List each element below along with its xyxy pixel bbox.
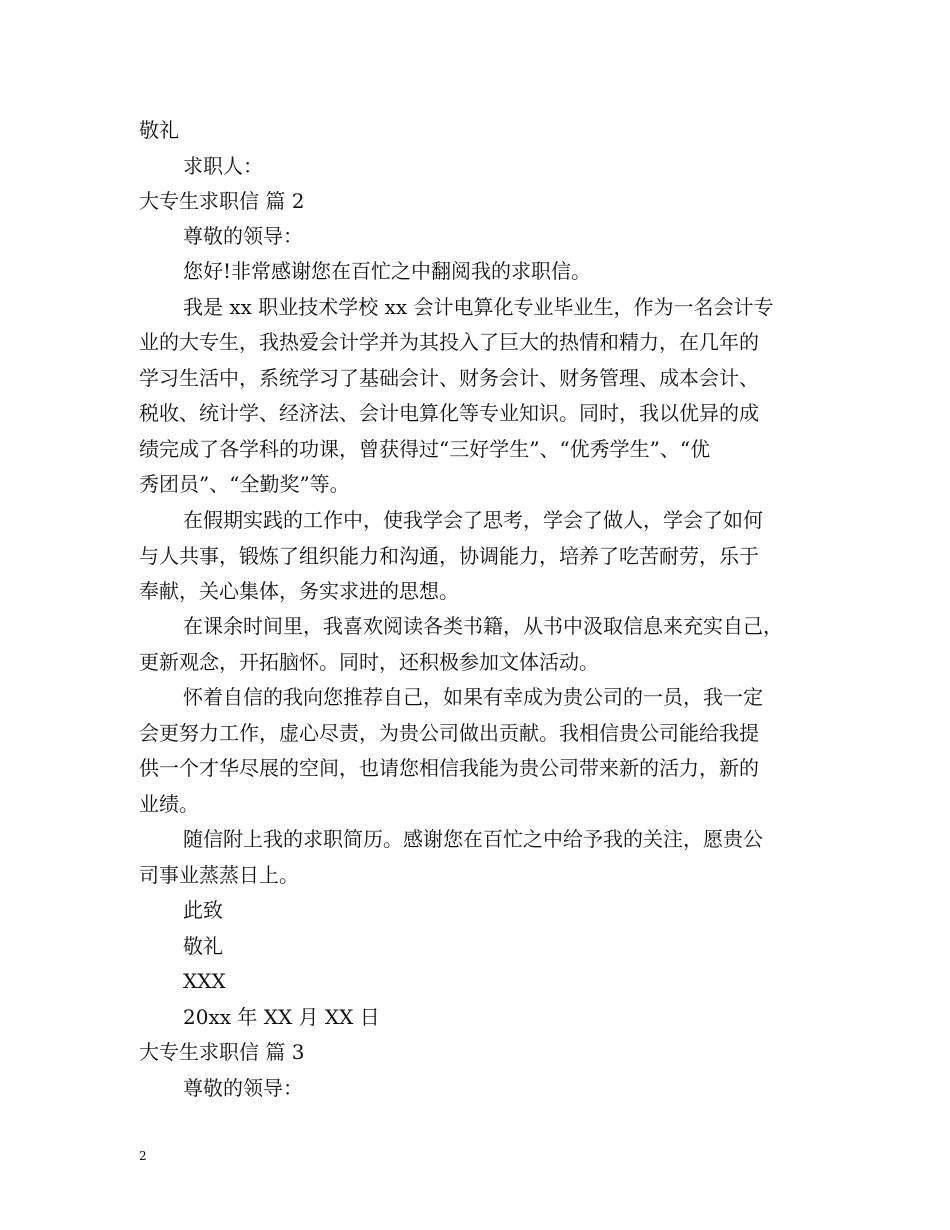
applicant-signature-label: 求职人：	[183, 154, 263, 178]
paragraph-line: 税收、统计学、经济法、会计电算化等专业知识。同时，我以优异的成	[139, 401, 759, 425]
section-heading: 大专生求职信 篇 2	[139, 189, 305, 213]
paragraph-line: 您好!非常感谢您在百忙之中翻阅我的求职信。	[183, 259, 592, 283]
paragraph-line: 业绩。	[139, 792, 199, 816]
signature-name: XXX	[183, 969, 226, 993]
paragraph-line: 我是 xx 职业技术学校 xx 会计电算化专业毕业生，作为一名会计专	[183, 295, 774, 319]
paragraph-line: 供一个才华尽展的空间，也请您相信我能为贵公司带来新的活力，新的	[139, 756, 759, 780]
paragraph-line: 奉献，关心集体，务实求进的思想。	[139, 579, 459, 603]
closing-salute: 敬礼	[139, 118, 179, 142]
paragraph-line: 随信附上我的求职简历。感谢您在百忙之中给予我的关注，愿贵公	[183, 827, 763, 851]
paragraph-line: 怀着自信的我向您推荐自己，如果有幸成为贵公司的一员，我一定	[183, 685, 763, 709]
page-number: 2	[139, 1149, 147, 1163]
salutation: 尊敬的领导：	[183, 224, 303, 248]
paragraph-line: 与人共事，锻炼了组织能力和沟通，协调能力，培养了吃苦耐劳，乐于	[139, 544, 759, 568]
paragraph-line: 学习生活中，系统学习了基础会计、财务会计、财务管理、成本会计、	[139, 366, 759, 390]
salutation: 尊敬的领导：	[183, 1076, 303, 1100]
closing-salute: 敬礼	[183, 934, 223, 958]
paragraph-line: 在课余时间里，我喜欢阅读各类书籍，从书中汲取信息来充实自己，	[183, 614, 783, 638]
paragraph-line: 业的大专生，我热爱会计学并为其投入了巨大的热情和精力，在几年的	[139, 330, 759, 354]
section-heading: 大专生求职信 篇 3	[139, 1040, 305, 1064]
paragraph-line: 更新观念，开拓脑怀。同时，还积极参加文体活动。	[139, 650, 599, 674]
paragraph-line: 会更努力工作，虚心尽责，为贵公司做出贡献。我相信贵公司能给我提	[139, 721, 759, 745]
paragraph-line: 在假期实践的工作中，使我学会了思考，学会了做人，学会了如何	[183, 508, 763, 532]
closing-phrase: 此致	[183, 898, 223, 922]
signature-date: 20xx 年 XX 月 XX 日	[183, 1005, 380, 1029]
paragraph-line: 司事业蒸蒸日上。	[139, 863, 299, 887]
paragraph-line: 秀团员”、“全勤奖”等。	[139, 472, 350, 496]
paragraph-line: 绩完成了各学科的功课，曾获得过“三好学生”、“优秀学生”、“优	[139, 437, 711, 461]
